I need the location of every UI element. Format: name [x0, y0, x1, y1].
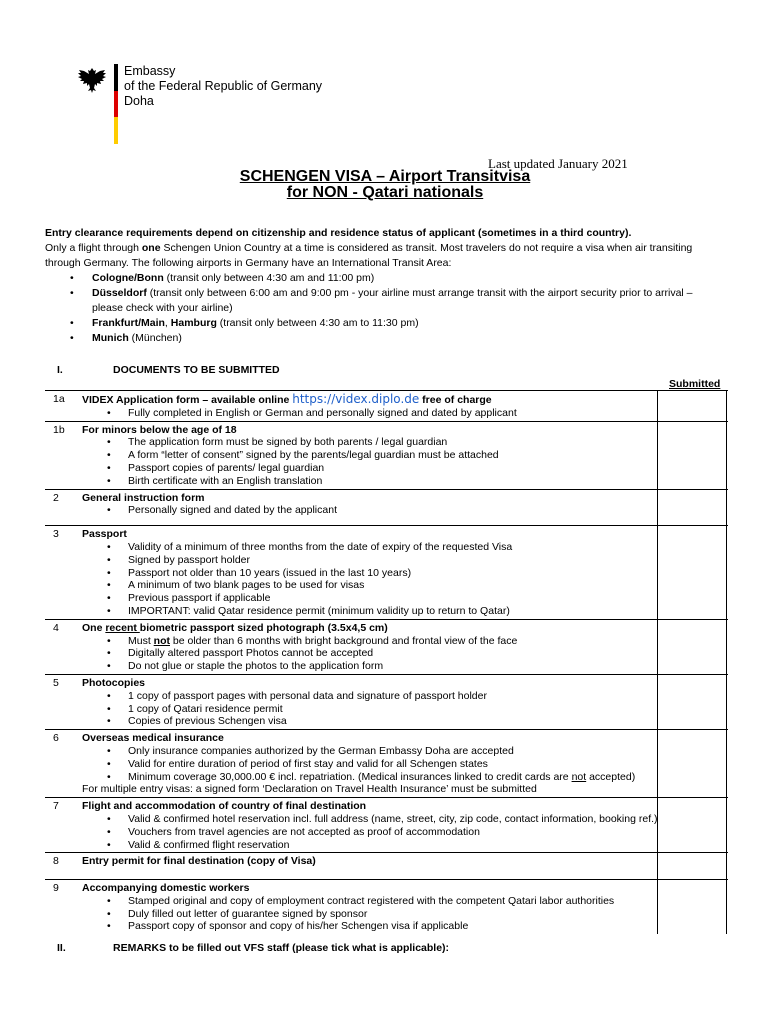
submitted-checkbox-cell[interactable] [657, 730, 727, 797]
intro-paragraph [45, 226, 725, 346]
requirement-item: • Digitally altered passport Photos cannot be accepted [82, 647, 662, 660]
requirement-item: • Passport not older than 10 years (issued in the last 10 years) [82, 567, 662, 580]
row-number: 5 [53, 676, 59, 689]
embassy-name [124, 64, 322, 109]
row-content [82, 675, 662, 729]
row-number: 2 [53, 491, 59, 504]
airport-item: • Munich (München) [45, 331, 725, 346]
submitted-checkbox-cell[interactable] [657, 526, 727, 619]
requirement-list [82, 407, 662, 420]
requirement-item: • IMPORTANT: valid Qatar residence permit (minimum validity up to return to Qatar) [82, 605, 662, 618]
row-content [82, 620, 662, 674]
requirement-item: • Copies of previous Schengen visa [82, 715, 662, 728]
requirement-item: • Passport copy of sponsor and copy of his/her Schengen visa if applicable [82, 920, 662, 933]
requirement-list [82, 690, 662, 728]
table-row [45, 390, 728, 421]
row-title: One recent biometric passport sized photograph (3.5x4,5 cm) [82, 621, 388, 634]
row-number: 3 [53, 528, 59, 541]
embassy-line-2: of the Federal Republic of Germany [124, 79, 323, 93]
requirement-item: • Fully completed in English or German and personally signed and dated by applicant [82, 407, 662, 420]
requirement-item: • Do not glue or staple the photos to the application form [82, 660, 662, 673]
requirement-item: • Valid & confirmed flight reservation [82, 839, 662, 852]
requirement-list [82, 895, 662, 933]
requirement-list [82, 436, 662, 487]
section-1-label: DOCUMENTS TO BE SUBMITTED [113, 364, 280, 376]
row-title: Flight and accommodation of country of final destination [82, 800, 367, 813]
documents-table [45, 390, 728, 934]
requirement-item: • Passport copies of parents/ legal guardian [82, 462, 662, 475]
table-row [45, 674, 728, 729]
table-row [45, 619, 728, 674]
submitted-checkbox-cell[interactable] [657, 798, 727, 852]
requirement-item: • Birth certificate with an English translation [82, 475, 662, 488]
row-number: 6 [53, 732, 59, 745]
row-number: 1a [53, 393, 65, 405]
submitted-checkbox-cell[interactable] [657, 675, 727, 729]
requirement-item: • Only insurance companies authorized by the German Embassy Doha are accepted [82, 745, 662, 758]
embassy-line-1: Embassy [124, 64, 176, 78]
doc-title-line-2: for NON - Qatari nationals [286, 184, 484, 201]
requirement-item: • Duly filled out letter of guarantee signed by sponsor [82, 908, 662, 921]
requirement-list [82, 745, 662, 783]
requirement-list [82, 504, 662, 517]
row-content [82, 526, 662, 619]
airport-item: • Düsseldorf (transit only between 6:00 am and 9:00 pm - your airline must arrange transit with the airport security prior to arrival – please check with your airline) [45, 286, 725, 316]
table-row [45, 852, 728, 879]
requirement-item: • Validity of a minimum of three months from the date of expiry of the requested Visa [82, 541, 662, 554]
requirement-item: • Vouchers from travel agencies are not accepted as proof of accommodation [82, 826, 662, 839]
airport-list [45, 271, 725, 346]
requirement-item: • Valid for entire duration of period of first stay and valid for all Schengen states [82, 758, 662, 771]
row-content [82, 391, 662, 421]
row-title: Accompanying domestic workers [82, 882, 250, 895]
row-title: General instruction form [82, 491, 205, 504]
requirement-item: • Signed by passport holder [82, 554, 662, 567]
row-title: VIDEX Application form – available online https://videx.diplo.de free of charge [82, 392, 492, 406]
requirement-item: • Minimum coverage 30,000.00 € incl. repatriation. (Medical insurances linked to credit cards are not accepted) [82, 771, 662, 784]
requirement-item: • The application form must be signed by both parents / legal guardian [82, 436, 662, 449]
row-number: 1b [53, 423, 65, 436]
requirement-item: • Personally signed and dated by the applicant [82, 504, 662, 517]
airport-item: • Cologne/Bonn (transit only between 4:30 am and 11:00 pm) [45, 271, 725, 286]
row-number: 7 [53, 800, 59, 813]
submitted-checkbox-cell[interactable] [657, 853, 727, 879]
row-content [82, 422, 662, 489]
submitted-checkbox-cell[interactable] [657, 391, 727, 421]
table-row [45, 489, 728, 526]
table-row [45, 879, 728, 934]
videx-link[interactable]: https://videx.diplo.de [292, 392, 420, 406]
row-number: 9 [53, 882, 59, 895]
submitted-checkbox-cell[interactable] [657, 422, 727, 489]
row-title: Entry permit for final destination (copy of Visa) [82, 855, 316, 868]
table-row [45, 797, 728, 852]
last-updated: Last updated January 2021 [488, 156, 628, 171]
section-1-number: I. [57, 364, 63, 376]
intro-text: Only a flight through one Schengen Union Country at a time is considered as transit. Most travelers do not require a visa when air transiting through Germany. The following airports in Germany have an International Transit Area: [45, 242, 693, 269]
submitted-checkbox-cell[interactable] [657, 490, 727, 526]
row-content [82, 730, 662, 797]
row-title: For minors below the age of 18 [82, 423, 237, 436]
submitted-column-header: Submitted [669, 378, 721, 390]
section-2-number: II. [57, 942, 66, 954]
embassy-logo [76, 64, 376, 144]
row-title: Passport [82, 528, 127, 541]
requirement-item: • Previous passport if applicable [82, 592, 662, 605]
row-number: 8 [53, 855, 59, 868]
table-row [45, 525, 728, 619]
requirement-list [82, 635, 662, 673]
row-number: 4 [53, 621, 59, 634]
requirement-item: • Must not be older than 6 months with bright background and frontal view of the face [82, 635, 662, 648]
requirement-item: • 1 copy of passport pages with personal data and signature of passport holder [82, 690, 662, 703]
requirement-item: • 1 copy of Qatari residence permit [82, 703, 662, 716]
doc-title-line-1: SCHENGEN VISA – Airport Transitvisa [239, 168, 531, 185]
requirement-item: • Valid & confirmed hotel reservation incl. full address (name, street, city, zip code, contact information, booking ref.) [82, 813, 662, 826]
row-content [82, 490, 662, 526]
requirement-item: • A minimum of two blank pages to be used for visas [82, 579, 662, 592]
embassy-line-3: Doha [124, 94, 154, 108]
submitted-checkbox-cell[interactable] [657, 620, 727, 674]
german-flag-bar [114, 64, 118, 144]
row-content [82, 880, 662, 934]
requirement-item: • A form “letter of consent” signed by the parents/legal guardian must be attached [82, 449, 662, 462]
row-content [82, 798, 662, 852]
row-content [82, 853, 662, 879]
row-note: For multiple entry visas: a signed form ‘Declaration on Travel Health Insurance’ must be submitted [82, 783, 537, 796]
requirement-list [82, 541, 662, 618]
requirement-item: • Stamped original and copy of employment contract registered with the competent Qatari labor authorities [82, 895, 662, 908]
federal-eagle-icon [76, 66, 108, 96]
table-row [45, 729, 728, 797]
section-2-label: REMARKS to be filled out VFS staff (please tick what is applicable): [113, 942, 450, 954]
intro-lead: Entry clearance requirements depend on citizenship and residence status of applicant (sometimes in a third country). [45, 227, 632, 239]
requirement-list [82, 813, 662, 851]
airport-item: • Frankfurt/Main, Hamburg (transit only between 4:30 am to 11:30 pm) [45, 316, 725, 331]
row-title: Overseas medical insurance [82, 732, 224, 745]
table-row [45, 421, 728, 489]
submitted-checkbox-cell[interactable] [657, 880, 727, 934]
row-title: Photocopies [82, 676, 146, 689]
